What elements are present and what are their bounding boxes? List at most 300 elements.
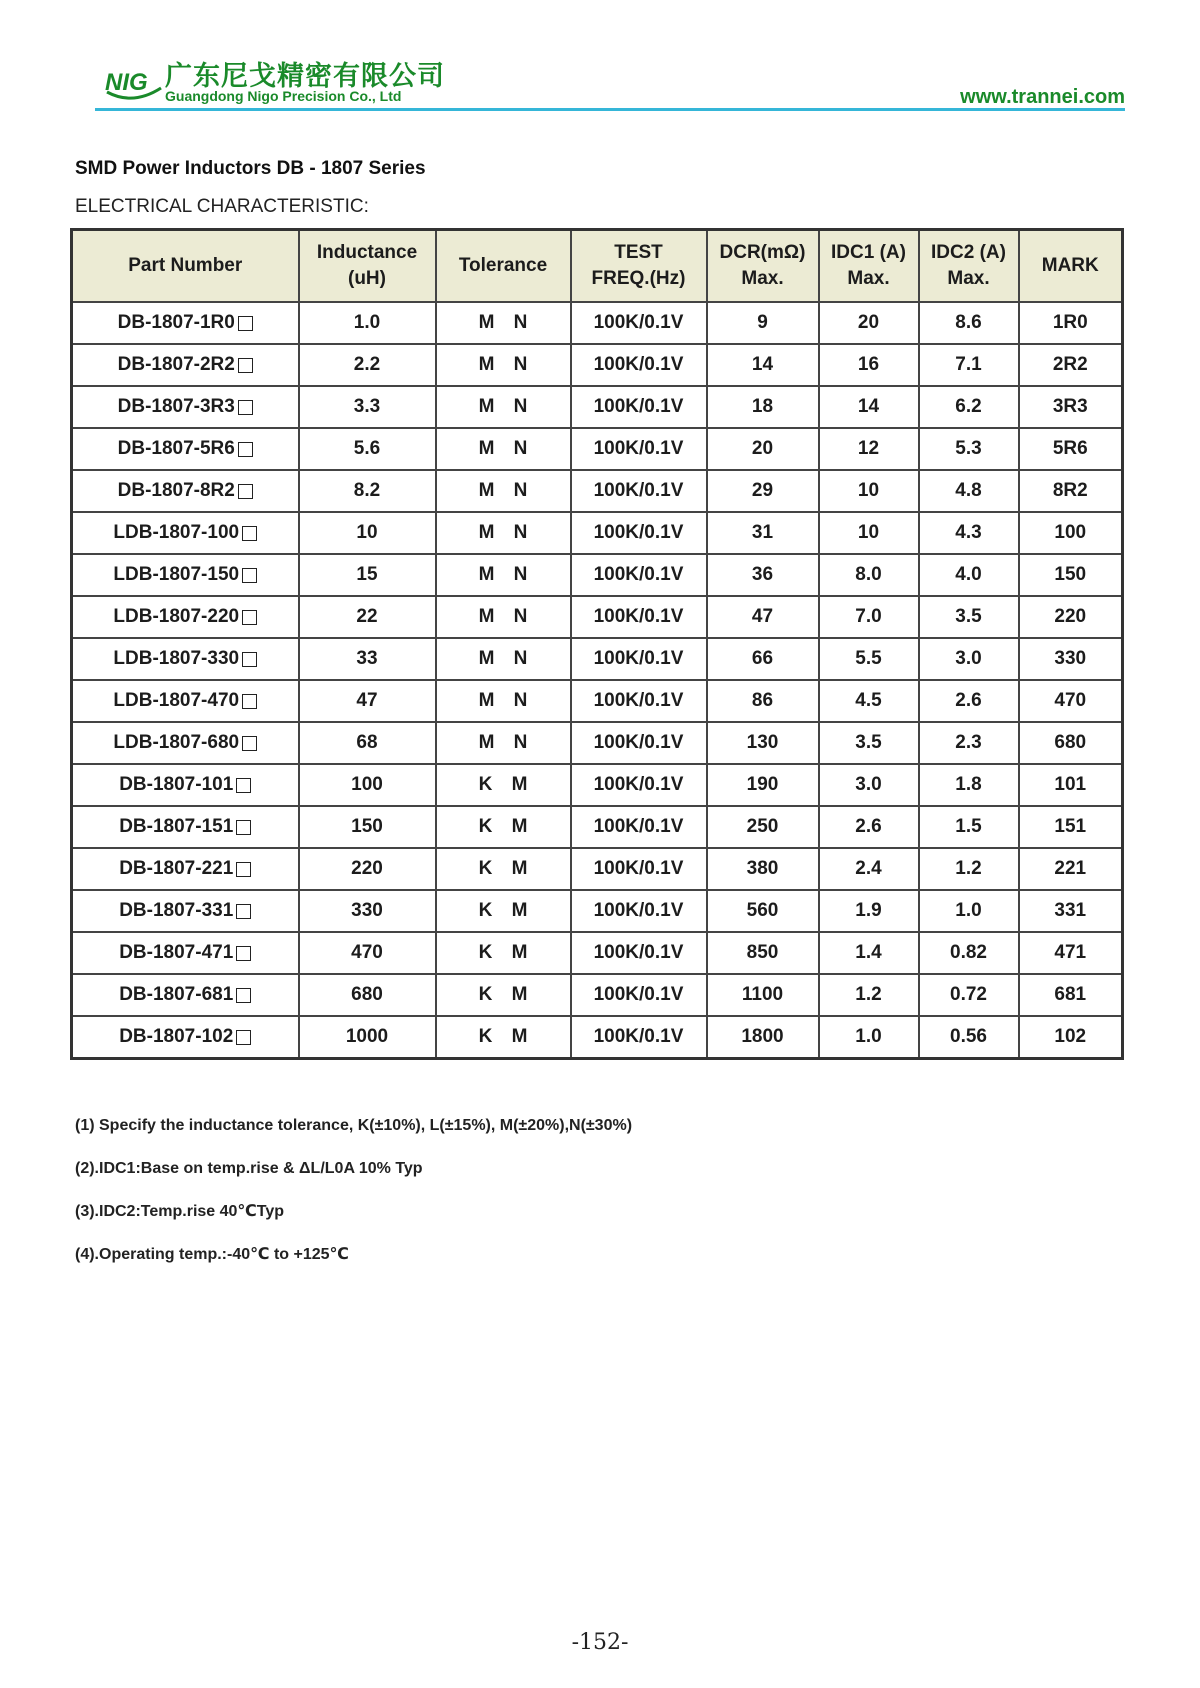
cell-dcr-text: 190 — [746, 774, 779, 795]
cell-dcr — [707, 764, 819, 806]
part-number-text: DB-1807-1R0 — [117, 312, 235, 333]
cell-test-freq-text: 100K/0.1V — [593, 900, 684, 921]
cell-dcr-text: 850 — [746, 942, 779, 963]
cell-part-number — [72, 302, 299, 344]
cell-idc2-text: 1.2 — [955, 858, 982, 879]
company-name-en: Guangdong Nigo Precision Co., Ltd — [165, 88, 402, 104]
cell-mark — [1019, 344, 1123, 386]
cell-dcr-text: 66 — [751, 648, 774, 669]
cell-part-number — [72, 386, 299, 428]
cell-idc1 — [819, 470, 919, 512]
cell-tolerance-text: M N — [478, 312, 528, 333]
svg-text:NIG: NIG — [105, 69, 148, 96]
cell-part-number — [72, 890, 299, 932]
cell-idc2 — [919, 386, 1019, 428]
cell-inductance-text: 15 — [356, 564, 378, 585]
cell-dcr-text: 1100 — [741, 984, 784, 1005]
tolerance-placeholder-box-icon — [236, 988, 251, 1003]
cell-idc1 — [819, 764, 919, 806]
cell-mark-text: 150 — [1054, 564, 1087, 585]
cell-idc2 — [919, 680, 1019, 722]
tolerance-placeholder-box-icon — [236, 862, 251, 877]
cell-dcr — [707, 512, 819, 554]
cell-test-freq — [571, 722, 707, 764]
cell-inductance — [299, 1016, 436, 1059]
cell-tolerance-text: K M — [478, 1026, 528, 1047]
cell-test-freq — [571, 848, 707, 890]
cell-tolerance-text: M N — [478, 732, 528, 753]
table-row — [72, 428, 1123, 470]
cell-mark-text: 8R2 — [1052, 480, 1088, 501]
cell-dcr-text: 380 — [746, 858, 779, 879]
cell-mark — [1019, 596, 1123, 638]
cell-dcr-text: 250 — [746, 816, 779, 837]
note-tolerance: (1) Specify the inductance tolerance, K(±10%), L(±15%), M(±20%),N(±30%) — [75, 1117, 633, 1134]
cell-idc1-text: 1.0 — [855, 1026, 882, 1047]
cell-tolerance — [436, 470, 571, 512]
table-row — [72, 512, 1123, 554]
cell-dcr-text: 1800 — [741, 1026, 784, 1047]
cell-dcr — [707, 932, 819, 974]
cell-mark — [1019, 890, 1123, 932]
header-tolerance: Tolerance — [436, 230, 571, 303]
header-part-number: Part Number — [72, 230, 299, 303]
company-logo-icon — [103, 62, 165, 102]
cell-mark — [1019, 386, 1123, 428]
cell-idc1-text: 1.2 — [855, 984, 882, 1005]
cell-idc1 — [819, 932, 919, 974]
cell-inductance-text: 680 — [351, 984, 383, 1005]
footnotes — [75, 1115, 632, 1287]
cell-dcr-text: 130 — [746, 732, 779, 753]
cell-dcr-text: 18 — [751, 396, 774, 417]
cell-test-freq-text: 100K/0.1V — [593, 312, 684, 333]
cell-test-freq — [571, 1016, 707, 1059]
cell-dcr-text: 47 — [751, 606, 774, 627]
cell-tolerance — [436, 638, 571, 680]
cell-idc2-text: 0.56 — [950, 1026, 987, 1047]
table-row — [72, 680, 1123, 722]
cell-mark-text: 681 — [1054, 984, 1087, 1005]
cell-part-number — [72, 554, 299, 596]
cell-inductance-text: 68 — [356, 732, 378, 753]
cell-dcr — [707, 890, 819, 932]
cell-idc1-text: 20 — [857, 312, 880, 333]
cell-idc1 — [819, 848, 919, 890]
cell-idc1 — [819, 596, 919, 638]
cell-test-freq — [571, 512, 707, 554]
cell-inductance-text: 8.2 — [353, 480, 381, 501]
cell-tolerance — [436, 596, 571, 638]
tolerance-placeholder-box-icon — [236, 946, 251, 961]
table-row — [72, 386, 1123, 428]
cell-idc2 — [919, 764, 1019, 806]
cell-mark-text: 151 — [1054, 816, 1087, 837]
cell-tolerance-text: K M — [478, 816, 528, 837]
cell-mark — [1019, 512, 1123, 554]
cell-dcr — [707, 806, 819, 848]
part-number-text: LDB-1807-220 — [113, 606, 240, 627]
cell-idc1 — [819, 680, 919, 722]
part-number-text: LDB-1807-470 — [113, 690, 240, 711]
cell-dcr-text: 36 — [751, 564, 774, 585]
table-row — [72, 932, 1123, 974]
cell-test-freq-text: 100K/0.1V — [593, 984, 684, 1005]
cell-mark — [1019, 806, 1123, 848]
cell-idc2 — [919, 932, 1019, 974]
part-number-text: DB-1807-3R3 — [117, 396, 235, 417]
table-row — [72, 764, 1123, 806]
cell-inductance — [299, 764, 436, 806]
table-row — [72, 890, 1123, 932]
cell-inductance — [299, 512, 436, 554]
website-url[interactable]: www.trannei.com — [960, 86, 1125, 108]
cell-test-freq — [571, 554, 707, 596]
cell-idc1-text: 3.5 — [855, 732, 882, 753]
cell-test-freq-text: 100K/0.1V — [593, 480, 684, 501]
cell-mark-text: 220 — [1054, 606, 1087, 627]
header-idc1: IDC1 (A) Max. — [819, 230, 919, 303]
cell-part-number — [72, 344, 299, 386]
cell-tolerance — [436, 890, 571, 932]
cell-test-freq-text: 100K/0.1V — [593, 438, 684, 459]
cell-mark — [1019, 302, 1123, 344]
cell-inductance — [299, 470, 436, 512]
cell-idc2 — [919, 428, 1019, 470]
cell-idc2-text: 1.0 — [955, 900, 982, 921]
cell-idc1-text: 16 — [857, 354, 880, 375]
cell-idc2-text: 1.8 — [955, 774, 982, 795]
cell-mark-text: 101 — [1054, 774, 1087, 795]
cell-inductance — [299, 386, 436, 428]
cell-inductance — [299, 302, 436, 344]
cell-inductance-text: 22 — [356, 606, 378, 627]
cell-dcr — [707, 428, 819, 470]
cell-dcr — [707, 344, 819, 386]
cell-test-freq-text: 100K/0.1V — [593, 942, 684, 963]
part-number-text: LDB-1807-150 — [113, 564, 240, 585]
cell-dcr-text: 560 — [746, 900, 779, 921]
cell-tolerance — [436, 722, 571, 764]
cell-part-number — [72, 470, 299, 512]
cell-idc1 — [819, 1016, 919, 1059]
tolerance-placeholder-box-icon — [242, 526, 257, 541]
table-row — [72, 302, 1123, 344]
cell-test-freq-text: 100K/0.1V — [593, 732, 684, 753]
cell-dcr-text: 29 — [751, 480, 774, 501]
cell-idc1-text: 1.4 — [855, 942, 882, 963]
cell-idc2-text: 6.2 — [955, 396, 982, 417]
cell-test-freq — [571, 932, 707, 974]
cell-part-number — [72, 848, 299, 890]
cell-idc1-text: 12 — [857, 438, 880, 459]
table-row — [72, 974, 1123, 1016]
cell-tolerance — [436, 554, 571, 596]
cell-mark — [1019, 764, 1123, 806]
cell-tolerance — [436, 302, 571, 344]
cell-idc2 — [919, 848, 1019, 890]
cell-tolerance-text: M N — [478, 648, 528, 669]
cell-mark-text: 1R0 — [1052, 312, 1088, 333]
cell-part-number — [72, 680, 299, 722]
cell-test-freq-text: 100K/0.1V — [593, 522, 684, 543]
cell-idc2-text: 4.3 — [955, 522, 982, 543]
cell-tolerance-text: K M — [478, 900, 528, 921]
cell-idc1-text: 8.0 — [855, 564, 882, 585]
cell-dcr-text: 86 — [751, 690, 774, 711]
cell-idc2-text: 0.72 — [950, 984, 987, 1005]
company-name-cn: 广东尼戈精密有限公司 — [165, 61, 445, 92]
cell-mark — [1019, 638, 1123, 680]
cell-idc2 — [919, 344, 1019, 386]
cell-idc2-text: 0.82 — [950, 942, 987, 963]
part-number-text: DB-1807-151 — [119, 816, 234, 837]
tolerance-placeholder-box-icon — [238, 316, 253, 331]
page-header — [95, 52, 1125, 112]
cell-mark-text: 3R3 — [1052, 396, 1088, 417]
part-number-text: LDB-1807-100 — [113, 522, 240, 543]
cell-tolerance-text: M N — [478, 606, 528, 627]
cell-test-freq-text: 100K/0.1V — [593, 774, 684, 795]
cell-tolerance-text: M N — [478, 396, 528, 417]
cell-inductance — [299, 932, 436, 974]
cell-mark — [1019, 554, 1123, 596]
cell-idc2-text: 1.5 — [955, 816, 982, 837]
cell-test-freq — [571, 890, 707, 932]
cell-idc2-text: 5.3 — [955, 438, 982, 459]
cell-test-freq — [571, 386, 707, 428]
cell-idc1-text: 10 — [857, 522, 880, 543]
cell-inductance-text: 330 — [351, 900, 383, 921]
cell-dcr — [707, 722, 819, 764]
part-number-text: DB-1807-221 — [119, 858, 234, 879]
cell-test-freq-text: 100K/0.1V — [593, 354, 684, 375]
cell-idc2-text: 4.0 — [955, 564, 982, 585]
cell-part-number — [72, 512, 299, 554]
cell-idc2 — [919, 806, 1019, 848]
table-row — [72, 848, 1123, 890]
cell-tolerance-text: M N — [478, 354, 528, 375]
cell-dcr-text: 14 — [751, 354, 774, 375]
cell-tolerance — [436, 848, 571, 890]
part-number-text: DB-1807-101 — [119, 774, 234, 795]
tolerance-placeholder-box-icon — [238, 400, 253, 415]
cell-idc1 — [819, 344, 919, 386]
cell-idc1-text: 3.0 — [855, 774, 882, 795]
tolerance-placeholder-box-icon — [238, 358, 253, 373]
header-idc2: IDC2 (A) Max. — [919, 230, 1019, 303]
cell-test-freq — [571, 344, 707, 386]
cell-part-number — [72, 764, 299, 806]
cell-idc1 — [819, 428, 919, 470]
part-number-text: DB-1807-2R2 — [117, 354, 235, 375]
table-row — [72, 344, 1123, 386]
cell-inductance-text: 470 — [351, 942, 383, 963]
tolerance-placeholder-box-icon — [236, 778, 251, 793]
cell-tolerance-text: M N — [478, 438, 528, 459]
cell-tolerance — [436, 512, 571, 554]
part-number-text: DB-1807-8R2 — [117, 480, 235, 501]
cell-idc2-text: 7.1 — [955, 354, 982, 375]
cell-dcr-text: 20 — [751, 438, 774, 459]
section-title: ELECTRICAL CHARACTERISTIC: — [75, 196, 369, 217]
cell-test-freq — [571, 680, 707, 722]
cell-inductance-text: 150 — [351, 816, 383, 837]
cell-idc2-text: 3.0 — [955, 648, 982, 669]
cell-idc1 — [819, 302, 919, 344]
cell-idc1 — [819, 974, 919, 1016]
cell-test-freq-text: 100K/0.1V — [593, 690, 684, 711]
tolerance-placeholder-box-icon — [236, 820, 251, 835]
cell-test-freq — [571, 974, 707, 1016]
cell-mark — [1019, 974, 1123, 1016]
cell-test-freq — [571, 596, 707, 638]
page-number: -152- — [571, 1630, 629, 1655]
cell-test-freq-text: 100K/0.1V — [593, 564, 684, 585]
cell-part-number — [72, 806, 299, 848]
cell-inductance — [299, 638, 436, 680]
cell-inductance — [299, 344, 436, 386]
cell-inductance — [299, 680, 436, 722]
cell-idc2 — [919, 512, 1019, 554]
cell-idc1 — [819, 638, 919, 680]
cell-idc1-text: 1.9 — [855, 900, 882, 921]
cell-idc1-text: 10 — [857, 480, 880, 501]
cell-test-freq — [571, 428, 707, 470]
cell-tolerance-text: K M — [478, 984, 528, 1005]
part-number-text: DB-1807-471 — [119, 942, 234, 963]
part-number-text: DB-1807-5R6 — [117, 438, 235, 459]
cell-mark-text: 5R6 — [1052, 438, 1088, 459]
cell-inductance-text: 1.0 — [353, 312, 381, 333]
cell-inductance — [299, 722, 436, 764]
cell-mark-text: 221 — [1054, 858, 1087, 879]
cell-tolerance-text: K M — [478, 774, 528, 795]
cell-inductance-text: 2.2 — [353, 354, 381, 375]
header-mark: MARK — [1019, 230, 1123, 303]
cell-part-number — [72, 974, 299, 1016]
cell-dcr — [707, 386, 819, 428]
cell-inductance — [299, 428, 436, 470]
cell-mark — [1019, 932, 1123, 974]
cell-inductance-text: 33 — [356, 648, 378, 669]
tolerance-placeholder-box-icon — [238, 442, 253, 457]
cell-test-freq — [571, 470, 707, 512]
tolerance-placeholder-box-icon — [242, 652, 257, 667]
cell-tolerance — [436, 932, 571, 974]
electrical-characteristics-table — [70, 228, 1124, 1060]
cell-mark-text: 680 — [1054, 732, 1087, 753]
cell-idc1-text: 2.6 — [855, 816, 882, 837]
cell-part-number — [72, 638, 299, 680]
cell-test-freq-text: 100K/0.1V — [593, 858, 684, 879]
note-operating-temp: (4).Operating temp.:-40℃ to +125℃ — [75, 1246, 349, 1263]
cell-test-freq-text: 100K/0.1V — [593, 816, 684, 837]
cell-idc2 — [919, 1016, 1019, 1059]
cell-inductance-text: 220 — [351, 858, 383, 879]
cell-idc1 — [819, 806, 919, 848]
cell-test-freq-text: 100K/0.1V — [593, 1026, 684, 1047]
cell-idc2 — [919, 554, 1019, 596]
cell-test-freq — [571, 764, 707, 806]
cell-idc2-text: 3.5 — [955, 606, 982, 627]
cell-idc1 — [819, 512, 919, 554]
table-row — [72, 596, 1123, 638]
table-row — [72, 806, 1123, 848]
cell-inductance — [299, 554, 436, 596]
cell-dcr — [707, 1016, 819, 1059]
cell-inductance — [299, 596, 436, 638]
cell-idc2 — [919, 638, 1019, 680]
cell-part-number — [72, 428, 299, 470]
cell-inductance — [299, 890, 436, 932]
cell-part-number — [72, 596, 299, 638]
cell-idc2-text: 2.3 — [955, 732, 982, 753]
cell-dcr-text: 31 — [751, 522, 774, 543]
cell-tolerance — [436, 764, 571, 806]
cell-tolerance — [436, 974, 571, 1016]
cell-idc2-text: 8.6 — [955, 312, 982, 333]
cell-idc2 — [919, 974, 1019, 1016]
cell-idc2-text: 2.6 — [955, 690, 982, 711]
cell-inductance-text: 47 — [356, 690, 378, 711]
part-number-text: DB-1807-681 — [119, 984, 234, 1005]
table-row — [72, 1016, 1123, 1059]
cell-inductance — [299, 848, 436, 890]
cell-idc1-text: 14 — [857, 396, 880, 417]
cell-test-freq-text: 100K/0.1V — [593, 648, 684, 669]
cell-mark — [1019, 722, 1123, 764]
table-row — [72, 470, 1123, 512]
table-row — [72, 722, 1123, 764]
cell-idc2 — [919, 470, 1019, 512]
cell-inductance — [299, 974, 436, 1016]
cell-test-freq — [571, 806, 707, 848]
part-number-text: DB-1807-102 — [119, 1026, 234, 1047]
cell-tolerance-text: M N — [478, 480, 528, 501]
cell-tolerance-text: K M — [478, 942, 528, 963]
cell-inductance-text: 100 — [351, 774, 383, 795]
cell-tolerance — [436, 1016, 571, 1059]
cell-test-freq-text: 100K/0.1V — [593, 606, 684, 627]
cell-idc2 — [919, 722, 1019, 764]
header-divider — [95, 108, 1125, 111]
cell-mark-text: 100 — [1054, 522, 1087, 543]
cell-dcr-text: 9 — [757, 312, 768, 333]
cell-tolerance-text: M N — [478, 690, 528, 711]
cell-mark-text: 2R2 — [1052, 354, 1088, 375]
cell-dcr — [707, 848, 819, 890]
cell-mark-text: 102 — [1054, 1026, 1087, 1047]
header-dcr: DCR(mΩ) Max. — [707, 230, 819, 303]
cell-mark-text: 330 — [1054, 648, 1087, 669]
cell-dcr — [707, 974, 819, 1016]
cell-idc1-text: 2.4 — [855, 858, 882, 879]
cell-idc2 — [919, 302, 1019, 344]
cell-idc1 — [819, 554, 919, 596]
cell-tolerance — [436, 386, 571, 428]
cell-tolerance-text: K M — [478, 858, 528, 879]
cell-idc2 — [919, 596, 1019, 638]
series-title: SMD Power Inductors DB - 1807 Series — [75, 158, 426, 179]
part-number-text: LDB-1807-330 — [113, 648, 240, 669]
part-number-text: DB-1807-331 — [119, 900, 234, 921]
tolerance-placeholder-box-icon — [242, 694, 257, 709]
cell-mark-text: 471 — [1054, 942, 1087, 963]
cell-dcr — [707, 470, 819, 512]
cell-idc1 — [819, 890, 919, 932]
tolerance-placeholder-box-icon — [238, 484, 253, 499]
